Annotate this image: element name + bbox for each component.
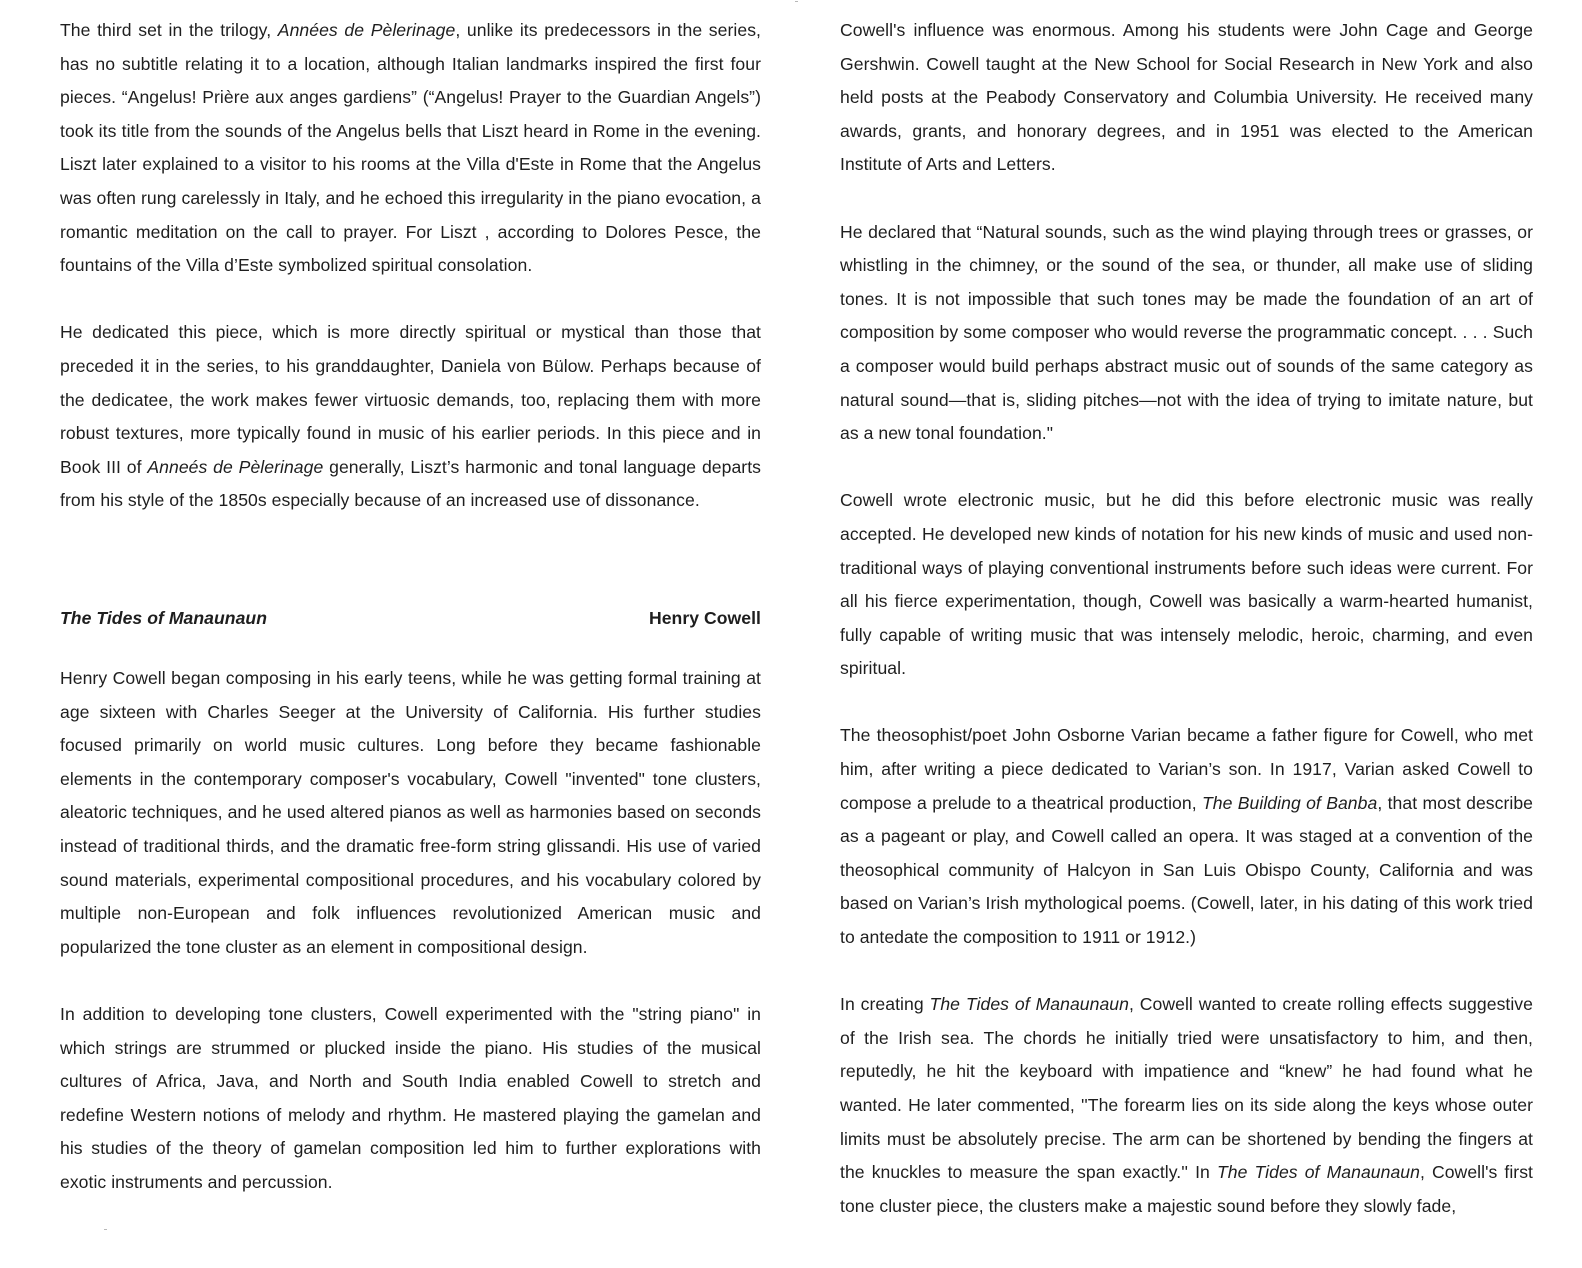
right-paragraph-4 xyxy=(840,719,1533,954)
right-paragraph-1 xyxy=(840,14,1533,182)
piece-heading xyxy=(60,602,761,636)
italic-work-title: The Tides of Manaunaun xyxy=(929,994,1129,1015)
italic-work-title: Années de Pèlerinage xyxy=(277,20,456,40)
text-run: , Cowell's first tone cluster piece, the clusters make a majestic sound before they slowly fade, xyxy=(840,1162,1533,1216)
cowell-paragraph-2 xyxy=(60,998,761,1200)
liszt-paragraph-1 xyxy=(60,14,761,283)
cowell-paragraph-1 xyxy=(60,662,761,964)
text-run: , Cowell wanted to create rolling effects suggestive of the Irish sea. The chords he initially tried were unsatisfactory to him, and then, reputedly, he hit the keyboard with impatience and “knew” he had found what he wanted. He later commented, ''The forearm lies on its side along the keys whose outer limits must be absolutely precise. The arm can be shortened by bending the fingers at the knuckles to measure the span exactly.'' In xyxy=(840,994,1533,1183)
right-paragraph-3 xyxy=(840,484,1533,686)
text-run: He dedicated this piece, which is more directly spiritual or mystical than those that preceded it in the series, to his granddaughter, Daniela von Bülow. Perhaps because of the dedicatee, the work makes fewer virtuosic demands, too, replacing them with more robust textures, more typically found in music of his earlier periods. In this piece and in Book III of xyxy=(60,322,761,477)
section-gap xyxy=(60,552,761,602)
liszt-paragraph-2 xyxy=(60,316,761,518)
text-run: Henry Cowell began composing in his early teens, while he was getting formal training at age sixteen with Charles Seeger at the University of California. His further studies focused primarily on world music cultures. Long before they became fashionable elements in the contemporary composer's vocabulary, Cowell "invented" tone clusters, aleatoric techniques, and he used altered pianos as well as harmonies based on seconds instead of traditional thirds, and the dramatic free-form string glissandi. His use of varied sound materials, experimental compositional procedures, and his vocabulary colored by multiple non-European and folk influences revolutionized American music and popularized the tone cluster as an element in compositional design. xyxy=(60,668,761,957)
text-run: Cowell wrote electronic music, but he did this before electronic music was really accepted. He developed new kinds of notation for his new kinds of music and used non-traditional ways of playing conventional instruments before such ideas were current. For all his fierce experimentation, though, Cowell was basically a warm-hearted humanist, fully capable of writing music that was intensely melodic, heroic, charming, and even spiritual. xyxy=(840,490,1533,679)
text-run: He declared that “Natural sounds, such as the wind playing through trees or grasses, or whistling in the chimney, or the sound of the sea, or thunder, all make use of sliding tones. It is not impossible that such tones may be made the foundation of an art of composition by some composer who would reverse the programmatic concept. . . . Such a composer would build perhaps abstract music out of sounds of the same category as natural sound—that is, sliding pitches—not with the idea of trying to imitate nature, but as a new tonal foundation." xyxy=(840,221,1533,444)
piece-title: The Tides of Manaunaun xyxy=(60,607,268,628)
italic-work-title: The Building of Banba xyxy=(1201,792,1378,813)
text-run: , that most describe as a pageant or play, and Cowell called an opera. It was staged at a convention of the theosophical community of Halcyon in San Luis Obispo County, California and was based on Varian’s Irish mythological poems. (Cowell, later, in his dating of this work tried to antedate the composition to 1911 or 1912.) xyxy=(840,792,1534,948)
right-column xyxy=(840,14,1533,1257)
text-run: The theosophist/poet John Osborne Varian became a father figure for Cowell, who met him, after writing a piece dedicated to Varian’s son. In 1917, Varian asked Cowell to compose a prelude to a theatrical production, xyxy=(840,725,1533,813)
text-run: Cowell's influence was enormous. Among his students were John Cage and George Gershwin. Cowell taught at the New School for Social Research in New York and also held posts at the Peabody Conservatory and Columbia University. He received many awards, grants, and honorary degrees, and in 1951 was elected to the American Institute of Arts and Letters. xyxy=(840,20,1533,175)
right-page xyxy=(791,0,1582,1268)
right-paragraph-2 xyxy=(840,216,1533,451)
text-run: In creating xyxy=(840,994,930,1015)
text-run: The third set in the trilogy, xyxy=(60,20,278,40)
print-speck xyxy=(795,1,798,2)
text-run: In addition to developing tone clusters, Cowell experimented with the "string piano" in which strings are strummed or plucked inside the piano. His studies of the musical cultures of Africa, Java, and North and South India enabled Cowell to stretch and redefine Western notions of melody and rhythm. He mastered playing the gamelan and his studies of the theory of gamelan composition led him to further explorations with exotic instruments and percussion. xyxy=(60,1004,761,1192)
italic-work-title: The Tides of Manaunaun xyxy=(1216,1162,1420,1183)
text-run: , unlike its predecessors in the series, has no subtitle relating it to a location, although Italian landmarks inspired the first four pieces. “Angelus! Prière aux anges gardiens” (“Angelus! Prayer to the Guardian Angels”) took its title from the sounds of the Angelus bells that Liszt heard in Rome in the evening. Liszt later explained to a visitor to his rooms at the Villa d'Este in Rome that the Angelus was often rung carelessly in Italy, and he echoed this irregularity in the piano evocation, a romantic meditation on the call to prayer. For Liszt , according to Dolores Pesce, the fountains of the Villa d’Este symbolized spiritual consolation. xyxy=(60,20,761,276)
piece-composer: Henry Cowell xyxy=(648,607,761,628)
italic-work-title: Anneés de Pèlerinage xyxy=(147,456,324,477)
print-speck xyxy=(104,1229,107,1230)
left-column xyxy=(60,14,761,1233)
right-paragraph-5 xyxy=(840,988,1533,1223)
text-run: generally, Liszt’s harmonic and tonal language departs from his style of the 1850s especially because of an increased use of dissonance. xyxy=(60,456,761,511)
